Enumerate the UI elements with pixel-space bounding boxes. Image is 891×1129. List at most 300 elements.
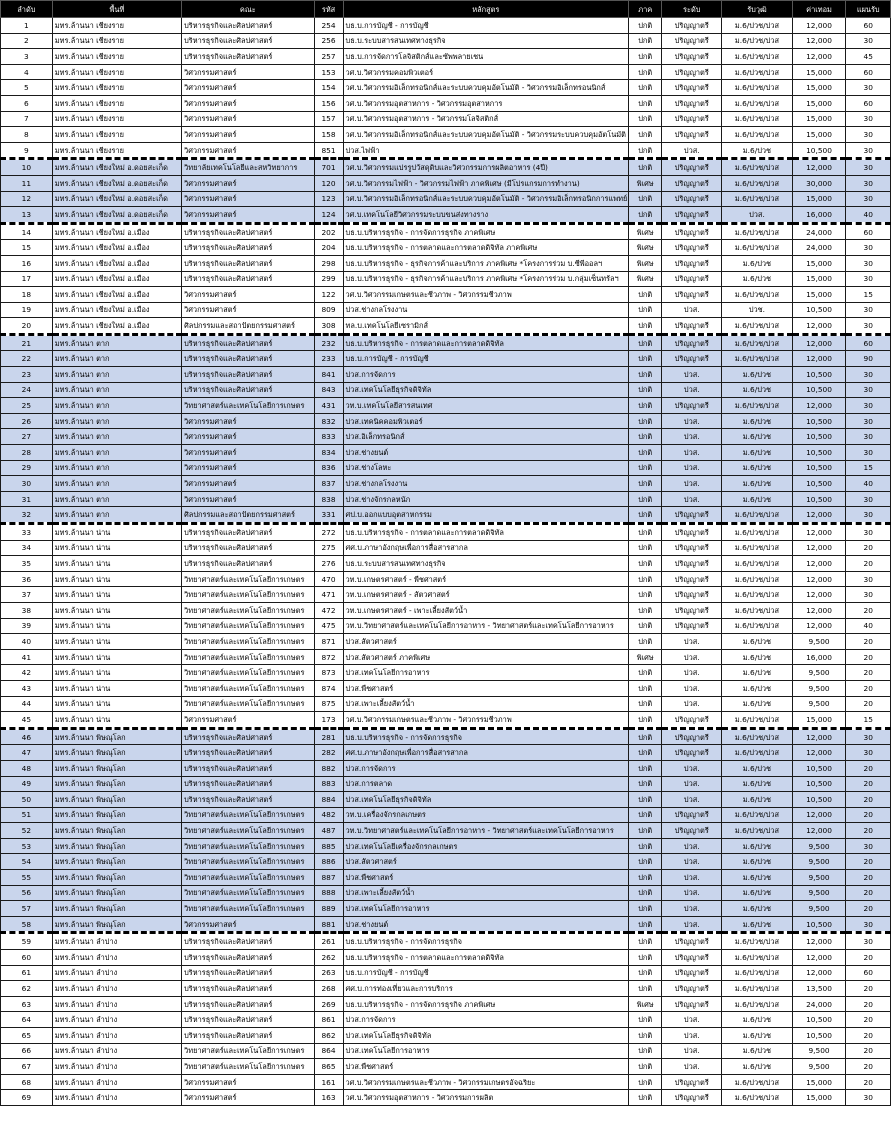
cell-quota: 15: [846, 460, 891, 476]
cell-area: มทร.ล้านนา ลำปาง: [52, 1012, 181, 1028]
cell-session: ปกติ: [629, 334, 662, 351]
table-row: [1, 159, 891, 176]
cell-code: 204: [314, 240, 343, 256]
cell-quota: 20: [846, 950, 891, 966]
cell-program: ปวส.การตลาด: [343, 776, 629, 792]
cell-level: ปริญญาตรี: [662, 618, 722, 634]
cell-qualification: ม.6/ปวช/ปวส: [722, 933, 792, 950]
cell-index: 24: [1, 382, 53, 398]
cell-program: วท.บ.เกษตรศาสตร์ - สัตวศาสตร์: [343, 587, 629, 603]
cell-area: มทร.ล้านนา น่าน: [52, 649, 181, 665]
cell-index: 65: [1, 1028, 53, 1044]
cell-index: 41: [1, 649, 53, 665]
cell-code: 873: [314, 665, 343, 681]
cell-area: มทร.ล้านนา น่าน: [52, 696, 181, 712]
cell-index: 33: [1, 524, 53, 541]
col-header-level: ระดับ: [662, 1, 722, 18]
cell-program: ปวส.สัตวศาสตร์: [343, 854, 629, 870]
cell-qualification: ม.6/ปวช: [722, 870, 792, 886]
cell-code: 482: [314, 807, 343, 823]
table-row: [1, 302, 891, 318]
cell-index: 25: [1, 398, 53, 414]
cell-faculty: ศิลปกรรมและสถาปัตยกรรมศาสตร์: [182, 318, 314, 335]
cell-quota: 30: [846, 491, 891, 507]
cell-area: มทร.ล้านนา ลำปาง: [52, 1059, 181, 1075]
cell-area: มทร.ล้านนา เชียงใหม่ อ.เมือง: [52, 287, 181, 303]
cell-faculty: วิทยาลัยเทคโนโลยีและสหวิทยาการ: [182, 159, 314, 176]
cell-area: มทร.ล้านนา เชียงราย: [52, 80, 181, 96]
cell-index: 36: [1, 571, 53, 587]
cell-program: บธ.บ.ระบบสารสนเทศทางธุรกิจ: [343, 556, 629, 572]
table-row: [1, 142, 891, 159]
cell-quota: 30: [846, 271, 891, 287]
cell-faculty: วิศวกรรมศาสตร์: [182, 712, 314, 729]
cell-area: มทร.ล้านนา ตาก: [52, 445, 181, 461]
cell-faculty: บริหารธุรกิจและศิลปศาสตร์: [182, 271, 314, 287]
cell-qualification: ม.6/ปวช: [722, 429, 792, 445]
cell-session: ปกติ: [629, 18, 662, 34]
cell-faculty: วิศวกรรมศาสตร์: [182, 413, 314, 429]
cell-tuition: 10,500: [792, 429, 846, 445]
cell-index: 29: [1, 460, 53, 476]
cell-level: ปริญญาตรี: [662, 271, 722, 287]
cell-session: ปกติ: [629, 33, 662, 49]
cell-program: วท.บ.เทคโนโลยีสารสนเทศ: [343, 398, 629, 414]
cell-qualification: ม.6/ปวช: [722, 382, 792, 398]
cell-faculty: บริหารธุรกิจและศิลปศาสตร์: [182, 776, 314, 792]
cell-code: 887: [314, 870, 343, 886]
col-header-index: ลำดับ: [1, 1, 53, 18]
table-row: [1, 649, 891, 665]
cell-tuition: 15,000: [792, 1074, 846, 1090]
cell-faculty: บริหารธุรกิจและศิลปศาสตร์: [182, 367, 314, 383]
cell-program: ปวส.พืชศาสตร์: [343, 680, 629, 696]
cell-faculty: วิทยาศาสตร์และเทคโนโลยีการเกษตร: [182, 807, 314, 823]
table-row: [1, 367, 891, 383]
cell-tuition: 12,000: [792, 933, 846, 950]
cell-faculty: วิศวกรรมศาสตร์: [182, 302, 314, 318]
cell-qualification: ม.6/ปวช: [722, 491, 792, 507]
cell-level: ปวส.: [662, 776, 722, 792]
cell-qualification: ม.6/ปวช/ปวส: [722, 175, 792, 191]
table-row: [1, 287, 891, 303]
cell-tuition: 12,000: [792, 524, 846, 541]
cell-area: มทร.ล้านนา พิษณุโลก: [52, 728, 181, 745]
cell-level: ปวส.: [662, 792, 722, 808]
cell-session: ปกติ: [629, 524, 662, 541]
cell-index: 42: [1, 665, 53, 681]
cell-faculty: วิศวกรรมศาสตร์: [182, 491, 314, 507]
cell-program: ปวส.พืชศาสตร์: [343, 1059, 629, 1075]
cell-quota: 60: [846, 334, 891, 351]
cell-qualification: ม.6/ปวช/ปวส: [722, 807, 792, 823]
table-row: [1, 476, 891, 492]
cell-qualification: ม.6/ปวช: [722, 476, 792, 492]
cell-code: 834: [314, 445, 343, 461]
cell-session: ปกติ: [629, 64, 662, 80]
col-header-tuition: ค่าเทอม: [792, 1, 846, 18]
cell-faculty: วิศวกรรมศาสตร์: [182, 1090, 314, 1106]
cell-quota: 15: [846, 712, 891, 729]
cell-qualification: ม.6/ปวช: [722, 792, 792, 808]
cell-program: ปวส.ช่างโลหะ: [343, 460, 629, 476]
cell-code: 843: [314, 382, 343, 398]
cell-qualification: ม.6/ปวช: [722, 634, 792, 650]
cell-faculty: บริหารธุรกิจและศิลปศาสตร์: [182, 223, 314, 240]
cell-quota: 30: [846, 367, 891, 383]
cell-quota: 20: [846, 885, 891, 901]
table-row: [1, 334, 891, 351]
col-header-qualification: รับวุฒิ: [722, 1, 792, 18]
cell-code: 475: [314, 618, 343, 634]
cell-quota: 20: [846, 602, 891, 618]
cell-faculty: วิทยาศาสตร์และเทคโนโลยีการเกษตร: [182, 901, 314, 917]
cell-index: 37: [1, 587, 53, 603]
cell-level: ปวส.: [662, 854, 722, 870]
cell-qualification: ม.6/ปวช/ปวส: [722, 80, 792, 96]
cell-tuition: 12,000: [792, 49, 846, 65]
cell-program: ปวส.การจัดการ: [343, 1012, 629, 1028]
cell-level: ปริญญาตรี: [662, 49, 722, 65]
cell-code: 889: [314, 901, 343, 917]
cell-tuition: 12,000: [792, 950, 846, 966]
cell-index: 61: [1, 965, 53, 981]
cell-program: วศ.บ.วิศวกรรมอุตสาหการ - วิศวกรรมการผลิต: [343, 1090, 629, 1106]
cell-tuition: 10,500: [792, 491, 846, 507]
cell-index: 53: [1, 838, 53, 854]
cell-area: มทร.ล้านนา ลำปาง: [52, 1028, 181, 1044]
table-row: [1, 460, 891, 476]
cell-program: ศป.บ.ออกแบบอุตสาหกรรม: [343, 507, 629, 524]
cell-quota: 40: [846, 476, 891, 492]
cell-quota: 30: [846, 191, 891, 207]
cell-level: ปริญญาตรี: [662, 175, 722, 191]
table-row: [1, 80, 891, 96]
cell-program: วศ.บ.วิศวกรรมเกษตรและชีวภาพ - วิศวกรรมเกษตรอัจฉริยะ: [343, 1074, 629, 1090]
col-header-faculty: คณะ: [182, 1, 314, 18]
cell-area: มทร.ล้านนา เชียงราย: [52, 18, 181, 34]
table-row: [1, 556, 891, 572]
table-body: [1, 18, 891, 1106]
cell-area: มทร.ล้านนา ลำปาง: [52, 950, 181, 966]
table-row: [1, 1090, 891, 1106]
cell-level: ปริญญาตรี: [662, 823, 722, 839]
cell-qualification: ม.6/ปวช/ปวส: [722, 111, 792, 127]
cell-quota: 30: [846, 587, 891, 603]
cell-tuition: 15,000: [792, 64, 846, 80]
cell-level: ปริญญาตรี: [662, 1074, 722, 1090]
cell-qualification: ม.6/ปวช/ปวส: [722, 823, 792, 839]
cell-faculty: วิทยาศาสตร์และเทคโนโลยีการเกษตร: [182, 587, 314, 603]
cell-code: 124: [314, 207, 343, 224]
cell-session: ปกติ: [629, 80, 662, 96]
cell-program: ปวส.อิเล็กทรอนิกส์: [343, 429, 629, 445]
table-row: [1, 760, 891, 776]
cell-tuition: 9,500: [792, 634, 846, 650]
cell-program: วศ.บ.วิศวกรรมอุตสาหการ - วิศวกรรมโลจิสติกส์: [343, 111, 629, 127]
cell-area: มทร.ล้านนา ตาก: [52, 476, 181, 492]
table-row: [1, 255, 891, 271]
cell-program: วศ.บ.วิศวกรรมอิเล็กทรอนิกส์และระบบควบคุมอัตโนมัติ - วิศวกรรมอิเล็กทรอนิกการแพทย์: [343, 191, 629, 207]
cell-faculty: วิศวกรรมศาสตร์: [182, 191, 314, 207]
cell-session: ปกติ: [629, 191, 662, 207]
cell-qualification: ม.6/ปวช/ปวส: [722, 981, 792, 997]
cell-level: ปริญญาตรี: [662, 524, 722, 541]
cell-session: ปกติ: [629, 1043, 662, 1059]
cell-area: มทร.ล้านนา ตาก: [52, 382, 181, 398]
cell-session: ปกติ: [629, 696, 662, 712]
cell-index: 2: [1, 33, 53, 49]
cell-area: มทร.ล้านนา ตาก: [52, 429, 181, 445]
cell-quota: 30: [846, 80, 891, 96]
cell-area: มทร.ล้านนา น่าน: [52, 712, 181, 729]
cell-level: ปริญญาตรี: [662, 507, 722, 524]
cell-level: ปริญญาตรี: [662, 240, 722, 256]
table-row: [1, 64, 891, 80]
cell-index: 12: [1, 191, 53, 207]
cell-session: ปกติ: [629, 445, 662, 461]
cell-level: ปริญญาตรี: [662, 191, 722, 207]
cell-session: ปกติ: [629, 792, 662, 808]
cell-session: ปกติ: [629, 1090, 662, 1106]
table-row: [1, 602, 891, 618]
cell-code: 163: [314, 1090, 343, 1106]
cell-quota: 40: [846, 618, 891, 634]
cell-faculty: วิทยาศาสตร์และเทคโนโลยีการเกษตร: [182, 618, 314, 634]
cell-faculty: บริหารธุรกิจและศิลปศาสตร์: [182, 334, 314, 351]
table-row: [1, 191, 891, 207]
cell-quota: 20: [846, 807, 891, 823]
cell-faculty: วิศวกรรมศาสตร์: [182, 207, 314, 224]
cell-area: มทร.ล้านนา เชียงราย: [52, 49, 181, 65]
cell-quota: 20: [846, 1028, 891, 1044]
cell-qualification: ม.6/ปวช/ปวส: [722, 64, 792, 80]
cell-quota: 20: [846, 540, 891, 556]
cell-session: ปกติ: [629, 901, 662, 917]
cell-faculty: วิศวกรรมศาสตร์: [182, 445, 314, 461]
cell-program: บธ.บ.บริหารธุรกิจ - การจัดการธุรกิจ ภาคพิเศษ: [343, 996, 629, 1012]
cell-area: มทร.ล้านนา เชียงใหม่ อ.เมือง: [52, 318, 181, 335]
cell-index: 23: [1, 367, 53, 383]
cell-level: ปวส.: [662, 429, 722, 445]
cell-qualification: ม.6/ปวช/ปวส: [722, 602, 792, 618]
cell-area: มทร.ล้านนา ตาก: [52, 413, 181, 429]
cell-code: 269: [314, 996, 343, 1012]
cell-program: บธ.บ.บริหารธุรกิจ - การตลาดและการตลาดดิจิทัล ภาคพิเศษ: [343, 240, 629, 256]
cell-faculty: วิทยาศาสตร์และเทคโนโลยีการเกษตร: [182, 870, 314, 886]
cell-quota: 30: [846, 240, 891, 256]
cell-index: 69: [1, 1090, 53, 1106]
cell-area: มทร.ล้านนา ลำปาง: [52, 1090, 181, 1106]
cell-qualification: ม.6/ปวช: [722, 665, 792, 681]
cell-program: ปวส.เทคโนโลยีการอาหาร: [343, 665, 629, 681]
cell-area: มทร.ล้านนา น่าน: [52, 665, 181, 681]
cell-tuition: 12,000: [792, 823, 846, 839]
cell-session: ปกติ: [629, 1074, 662, 1090]
table-row: [1, 175, 891, 191]
cell-index: 34: [1, 540, 53, 556]
cell-index: 31: [1, 491, 53, 507]
cell-level: ปริญญาตรี: [662, 398, 722, 414]
table-row: [1, 318, 891, 335]
table-row: [1, 854, 891, 870]
cell-quota: 30: [846, 429, 891, 445]
cell-code: 263: [314, 965, 343, 981]
cell-tuition: 12,000: [792, 807, 846, 823]
cell-area: มทร.ล้านนา เชียงราย: [52, 33, 181, 49]
cell-program: วศ.บ.วิศวกรรมเกษตรและชีวภาพ - วิศวกรรมชีวภาพ: [343, 712, 629, 729]
cell-tuition: 12,000: [792, 556, 846, 572]
cell-session: พิเศษ: [629, 649, 662, 665]
cell-level: ปริญญาตรี: [662, 18, 722, 34]
cell-qualification: ม.6/ปวช/ปวส: [722, 318, 792, 335]
cell-session: ปกติ: [629, 413, 662, 429]
cell-index: 32: [1, 507, 53, 524]
cell-qualification: ปวส.: [722, 207, 792, 224]
cell-program: บธ.บ.การจัดการโลจิสติกส์และซัพพลายเชน: [343, 49, 629, 65]
cell-session: ปกติ: [629, 318, 662, 335]
cell-qualification: ม.6/ปวช: [722, 680, 792, 696]
cell-qualification: ม.6/ปวช/ปวส: [722, 33, 792, 49]
cell-tuition: 9,500: [792, 1043, 846, 1059]
cell-level: ปวส.: [662, 445, 722, 461]
cell-program: ทล.บ.เทคโนโลยีเซรามิกส์: [343, 318, 629, 335]
cell-quota: 20: [846, 854, 891, 870]
cell-qualification: ม.6/ปวช/ปวส: [722, 1090, 792, 1106]
cell-session: พิเศษ: [629, 223, 662, 240]
cell-program: ปวส.ช่างยนต์: [343, 916, 629, 933]
cell-area: มทร.ล้านนา พิษณุโลก: [52, 792, 181, 808]
cell-program: วท.บ.เกษตรศาสตร์ - พืชศาสตร์: [343, 571, 629, 587]
cell-level: ปวส.: [662, 476, 722, 492]
cell-quota: 45: [846, 49, 891, 65]
cell-level: ปริญญาตรี: [662, 981, 722, 997]
cell-index: 49: [1, 776, 53, 792]
cell-faculty: วิศวกรรมศาสตร์: [182, 95, 314, 111]
cell-level: ปริญญาตรี: [662, 933, 722, 950]
cell-program: ปวส.เทคโนโลยีการอาหาร: [343, 1043, 629, 1059]
cell-program: วศ.บ.วิศวกรรมอุตสาหการ - วิศวกรรมอุตสาหการ: [343, 95, 629, 111]
cell-code: 257: [314, 49, 343, 65]
cell-session: ปกติ: [629, 382, 662, 398]
cell-code: 157: [314, 111, 343, 127]
cell-program: ปวส.เทคนิคคอมพิวเตอร์: [343, 413, 629, 429]
cell-level: ปวส.: [662, 460, 722, 476]
cell-session: ปกติ: [629, 602, 662, 618]
cell-code: 836: [314, 460, 343, 476]
table-row: [1, 885, 891, 901]
cell-tuition: 10,500: [792, 413, 846, 429]
cell-qualification: ม.6/ปวช/ปวส: [722, 18, 792, 34]
cell-tuition: 24,000: [792, 223, 846, 240]
cell-level: ปริญญาตรี: [662, 95, 722, 111]
cell-program: บธ.บ.การบัญชี - การบัญชี: [343, 965, 629, 981]
cell-area: มทร.ล้านนา น่าน: [52, 587, 181, 603]
cell-index: 68: [1, 1074, 53, 1090]
cell-session: ปกติ: [629, 916, 662, 933]
cell-session: ปกติ: [629, 111, 662, 127]
cell-area: มทร.ล้านนา เชียงใหม่ อ.ดอยสะเก็ด: [52, 207, 181, 224]
cell-area: มทร.ล้านนา เชียงใหม่ อ.เมือง: [52, 271, 181, 287]
cell-area: มทร.ล้านนา ลำปาง: [52, 996, 181, 1012]
cell-tuition: 9,500: [792, 838, 846, 854]
cell-area: มทร.ล้านนา น่าน: [52, 556, 181, 572]
cell-quota: 30: [846, 398, 891, 414]
cell-program: บธ.บ.บริหารธุรกิจ - การจัดการธุรกิจ: [343, 728, 629, 745]
cell-code: 865: [314, 1059, 343, 1075]
cell-tuition: 10,500: [792, 916, 846, 933]
table-row: [1, 950, 891, 966]
cell-level: ปวส.: [662, 634, 722, 650]
cell-faculty: วิทยาศาสตร์และเทคโนโลยีการเกษตร: [182, 665, 314, 681]
cell-quota: 30: [846, 175, 891, 191]
cell-program: ศศ.บ.การท่องเที่ยวและการบริการ: [343, 981, 629, 997]
cell-qualification: ม.6/ปวช/ปวส: [722, 950, 792, 966]
cell-index: 46: [1, 728, 53, 745]
cell-area: มทร.ล้านนา ลำปาง: [52, 1074, 181, 1090]
cell-code: 123: [314, 191, 343, 207]
cell-tuition: 30,000: [792, 175, 846, 191]
table-row: [1, 933, 891, 950]
cell-code: 864: [314, 1043, 343, 1059]
cell-program: วท.บ.วิทยาศาสตร์และเทคโนโลยีการอาหาร - วิทยาศาสตร์และเทคโนโลยีการอาหาร: [343, 823, 629, 839]
cell-level: ปริญญาตรี: [662, 287, 722, 303]
cell-area: มทร.ล้านนา ลำปาง: [52, 1043, 181, 1059]
cell-faculty: บริหารธุรกิจและศิลปศาสตร์: [182, 18, 314, 34]
cell-code: 256: [314, 33, 343, 49]
cell-faculty: บริหารธุรกิจและศิลปศาสตร์: [182, 382, 314, 398]
cell-area: มทร.ล้านนา น่าน: [52, 540, 181, 556]
cell-code: 841: [314, 367, 343, 383]
cell-session: ปกติ: [629, 1059, 662, 1075]
cell-tuition: 10,500: [792, 302, 846, 318]
cell-program: วศ.บ.วิศวกรรมแปรรูปวัสดุดิบและวิศวกรรมการผลิตอาหาร (4ปี): [343, 159, 629, 176]
cell-level: ปริญญาตรี: [662, 127, 722, 143]
cell-index: 51: [1, 807, 53, 823]
cell-qualification: ม.6/ปวช: [722, 916, 792, 933]
cell-session: ปกติ: [629, 540, 662, 556]
table-row: [1, 223, 891, 240]
table-row: [1, 728, 891, 745]
cell-qualification: ม.6/ปวช/ปวส: [722, 507, 792, 524]
table-row: [1, 965, 891, 981]
table-row: [1, 665, 891, 681]
cell-tuition: 12,000: [792, 33, 846, 49]
cell-program: ปวส.เทคโนโลยีธุรกิจดิจิทัล: [343, 1028, 629, 1044]
cell-tuition: 15,000: [792, 712, 846, 729]
cell-program: บธ.บ.การบัญชี - การบัญชี: [343, 18, 629, 34]
table-row: [1, 981, 891, 997]
cell-index: 4: [1, 64, 53, 80]
cell-tuition: 15,000: [792, 111, 846, 127]
cell-code: 120: [314, 175, 343, 191]
cell-tuition: 12,000: [792, 728, 846, 745]
cell-code: 232: [314, 334, 343, 351]
cell-area: มทร.ล้านนา พิษณุโลก: [52, 870, 181, 886]
cell-code: 885: [314, 838, 343, 854]
cell-area: มทร.ล้านนา เชียงราย: [52, 127, 181, 143]
cell-qualification: ม.6/ปวช/ปวส: [722, 618, 792, 634]
cell-area: มทร.ล้านนา พิษณุโลก: [52, 916, 181, 933]
cell-area: มทร.ล้านนา ตาก: [52, 367, 181, 383]
cell-session: ปกติ: [629, 838, 662, 854]
cell-index: 10: [1, 159, 53, 176]
cell-faculty: วิทยาศาสตร์และเทคโนโลยีการเกษตร: [182, 398, 314, 414]
cell-level: ปวส.: [662, 367, 722, 383]
cell-faculty: บริหารธุรกิจและศิลปศาสตร์: [182, 728, 314, 745]
cell-code: 470: [314, 571, 343, 587]
col-header-code: รหัส: [314, 1, 343, 18]
